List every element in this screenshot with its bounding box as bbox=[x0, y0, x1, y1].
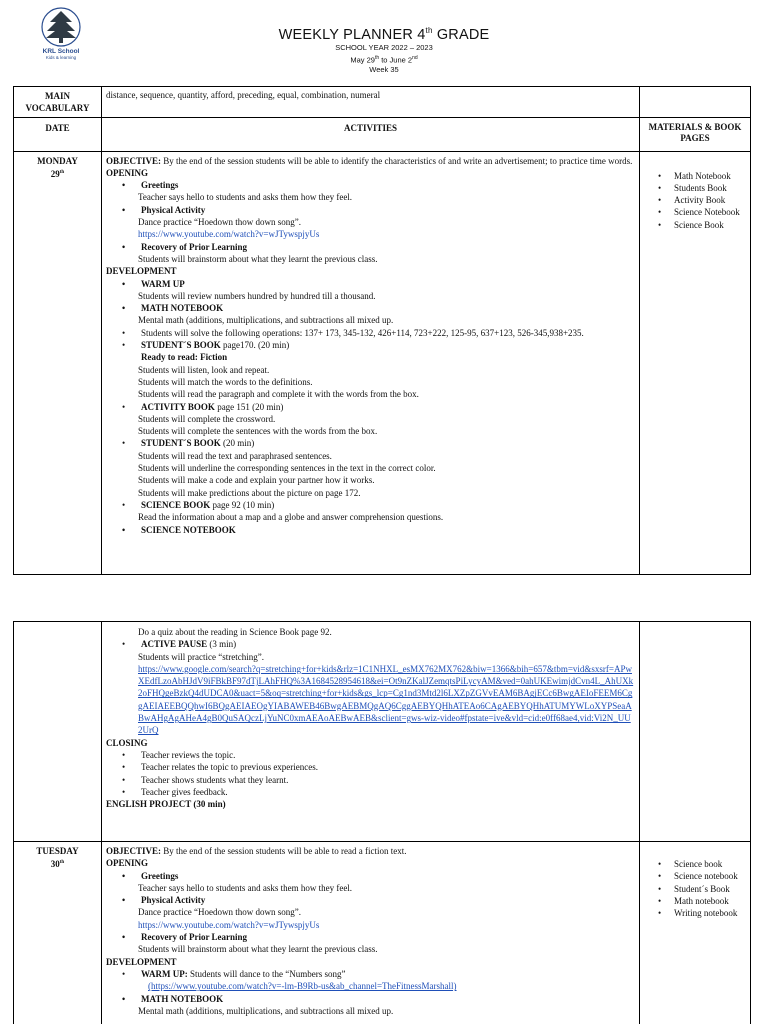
vocabulary-label: MAIN VOCABULARY bbox=[14, 87, 102, 118]
tuesday-row bbox=[14, 842, 751, 1024]
title-end: GRADE bbox=[432, 26, 490, 43]
vocabulary-row bbox=[14, 87, 751, 118]
math-list bbox=[106, 993, 635, 1005]
recovery-item: • Recovery of Prior Learning bbox=[106, 241, 635, 253]
math-text-1: Mental math (additions, multiplications, and subtractions all mixed up. bbox=[138, 315, 394, 326]
sb2-line-2: Students will underline the corresponding sentences in the text in the correct color. bbox=[138, 463, 436, 474]
ab-line-2: Students will complete the sentences with the words from the box. bbox=[138, 426, 378, 437]
material-item: • Science Book bbox=[644, 219, 746, 231]
warmup-item bbox=[106, 968, 635, 980]
sb1-line-3: Students will read the paragraph and complete it with the words from the box. bbox=[138, 389, 419, 400]
active-pause-text: Students will practice “stretching”. bbox=[138, 651, 264, 662]
active-pause-time: (3 min) bbox=[207, 639, 237, 650]
title-text: WEEKLY PLANNER 4 bbox=[278, 26, 426, 43]
physical-list bbox=[106, 204, 635, 216]
physical-activity-text: Dance practice “Hoedown thow down song”. bbox=[138, 907, 301, 918]
warmup-item: • WARM UP bbox=[106, 278, 635, 290]
material-item: • Activity Book bbox=[644, 194, 746, 206]
material-item: • Science book bbox=[644, 858, 746, 870]
column-header-row bbox=[14, 117, 751, 151]
stretching-link[interactable]: https://www.google.com/search?q=stretching+for+kids&rlz=1C1NHXL_esMX762MX762&biw=1366&bih=657&tbm=vid&sxsrf=APwXEdfLzoAbHJdV9iFBkBF97dTjLAhFHQ%3A1684528954618&ei=Ot9nZKalJZemqtsPiLycyAM&ved=0ahUKEwimjdCvn4L_AhUXk2oFHQgeBzkQ4dUDCA0&uact=5&oq=stretching+for+kids&gs_lcp=Cg1nd3Mtd2l6LXZpZGVvEAM6BAgjECc6BwgAEIoFEEM6CggAEIAEEBQQhwI6BQgAEIAEOgYIABAWEB46BwgAEBMQgAQ6CggAEBYQHhATEAo6CAgAEBYQHhATUMYWLoXYPSeaABwAHgAgAHeA4gB0QuSAQczLjYuNC0xmAEAoAEBwAEB&sclient=gws-wiz-video#fpstate=ive&vld=cid:e0ff68ae4,vid:Vi2N_UU2UrQ bbox=[138, 663, 634, 736]
students-book-2-label: STUDENT´S BOOK bbox=[141, 438, 221, 449]
objective-label: OBJECTIVE: bbox=[106, 155, 162, 166]
physical-list bbox=[106, 894, 635, 906]
materials-column-header: MATERIALS & BOOK PAGES bbox=[640, 117, 751, 151]
opening-heading: OPENING bbox=[106, 858, 149, 869]
activity-book-label: ACTIVITY BOOK bbox=[141, 401, 215, 412]
title-sup: th bbox=[425, 26, 433, 35]
tuesday-num: 30 bbox=[50, 859, 60, 870]
school-year: SCHOOL YEAR 2022 – 2023 bbox=[335, 42, 433, 52]
logo-tagline: Kids & learning bbox=[45, 55, 77, 60]
students-book-2-list bbox=[106, 437, 635, 449]
development-heading: DEVELOPMENT bbox=[106, 956, 177, 967]
closing-item: • Teacher gives feedback. bbox=[106, 786, 635, 798]
active-pause-item bbox=[106, 638, 635, 650]
math-ops-list bbox=[106, 327, 635, 339]
science-book-label: SCIENCE BOOK bbox=[141, 499, 211, 510]
continued-date-empty bbox=[14, 622, 102, 842]
students-book-2-time: (20 min) bbox=[220, 438, 255, 449]
math-notebook-item: • MATH NOTEBOOK bbox=[106, 302, 635, 314]
material-item: • Math Notebook bbox=[644, 170, 746, 182]
math-text-2: • Students will solve the following operations: 137+ 173, 345-132, 426+114, 723+222, 125-95, 637+123, 526-345,938+235. bbox=[106, 327, 635, 339]
students-book-label: STUDENT´S BOOK bbox=[141, 340, 221, 351]
math-notebook-item: • MATH NOTEBOOK bbox=[106, 993, 635, 1005]
page-title bbox=[200, 26, 568, 43]
page-gap bbox=[0, 582, 768, 622]
planner-header bbox=[0, 0, 768, 86]
material-item: • Science Notebook bbox=[644, 206, 746, 218]
recovery-list bbox=[106, 931, 635, 943]
recovery-item: • Recovery of Prior Learning bbox=[106, 931, 635, 943]
quiz-text: Do a quiz about the reading in Science Book page 92. bbox=[138, 627, 332, 637]
warmup-list bbox=[106, 278, 635, 290]
physical-activity-link[interactable]: https://www.youtube.com/watch?v=wJTywspjyUs bbox=[138, 919, 320, 930]
monday-continued-row bbox=[14, 622, 751, 842]
students-book-page: page170. (20 min) bbox=[220, 340, 290, 351]
monday-row bbox=[14, 151, 751, 574]
monday-materials-list bbox=[644, 170, 746, 231]
closing-heading: CLOSING bbox=[106, 737, 148, 748]
tuesday-materials-list bbox=[644, 858, 746, 919]
dates-end-sup: nd bbox=[412, 54, 418, 61]
week-dates bbox=[200, 53, 568, 66]
physical-activity-link[interactable]: https://www.youtube.com/watch?v=wJTywspjyUs bbox=[138, 229, 320, 240]
activity-book-page: page 151 (20 min) bbox=[214, 401, 284, 412]
physical-activity-text: Dance practice “Hoedown thow down song”. bbox=[138, 217, 301, 228]
active-pause-list bbox=[106, 638, 635, 650]
material-item: • Students Book bbox=[644, 182, 746, 194]
activity-book-list bbox=[106, 401, 635, 413]
ab-line-1: Students will complete the crossword. bbox=[138, 413, 276, 424]
english-project: ENGLISH PROJECT (30 min) bbox=[106, 799, 226, 810]
sb1-line-1: Students will listen, look and repeat. bbox=[138, 364, 270, 375]
dates-start: May 29 bbox=[350, 55, 375, 65]
science-book-item bbox=[106, 499, 635, 511]
dates-end: to June 2 bbox=[379, 55, 413, 65]
monday-activities bbox=[102, 151, 640, 574]
greetings-item: • Greetings bbox=[106, 179, 635, 191]
warmup-link-wrap bbox=[106, 980, 635, 992]
monday-date bbox=[14, 151, 102, 574]
sb2-line-3: Students will make a code and explain your partner how it works. bbox=[138, 475, 375, 486]
science-notebook-item: • SCIENCE NOTEBOOK bbox=[106, 524, 635, 536]
activities-column-header: ACTIVITIES bbox=[102, 117, 640, 151]
recovery-text: Students will brainstorm about what they learnt the previous class. bbox=[138, 253, 378, 264]
monday-materials bbox=[640, 151, 751, 574]
active-pause-label: ACTIVE PAUSE bbox=[141, 639, 208, 650]
school-logo bbox=[34, 6, 88, 68]
physical-activity-item: • Physical Activity bbox=[106, 204, 635, 216]
stretching-link-wrap bbox=[106, 663, 635, 737]
planner-page-2 bbox=[0, 620, 768, 1024]
closing-item: • Teacher relates the topic to previous experiences. bbox=[106, 761, 635, 773]
math-text-1: Mental math (additions, multiplications, and subtractions all mixed up. bbox=[138, 1005, 394, 1016]
monday-continued-activities bbox=[102, 622, 640, 842]
warmup-label: WARM UP: bbox=[141, 968, 188, 979]
opening-list bbox=[106, 179, 635, 191]
science-book-list bbox=[106, 499, 635, 511]
monday-date-number bbox=[16, 167, 99, 180]
science-text: Read the information about a map and a globe and answer comprehension questions. bbox=[138, 512, 444, 523]
closing-list bbox=[106, 749, 635, 798]
students-book-2-item bbox=[106, 437, 635, 449]
logo-name: KRL School bbox=[42, 48, 80, 55]
date-column-header: DATE bbox=[14, 117, 102, 151]
greetings-text: Teacher says hello to students and asks them how they feel. bbox=[138, 192, 353, 203]
objective-label: OBJECTIVE: bbox=[106, 846, 162, 856]
science-notebook-list bbox=[106, 524, 635, 536]
monday-num: 29 bbox=[50, 168, 60, 179]
ready-to-read: Ready to read: Fiction bbox=[141, 352, 228, 363]
vocabulary-empty bbox=[640, 87, 751, 118]
closing-item: • Teacher reviews the topic. bbox=[106, 749, 635, 761]
greetings-item: • Greetings bbox=[106, 870, 635, 882]
warmup-list bbox=[106, 968, 635, 980]
development-heading: DEVELOPMENT bbox=[106, 266, 177, 277]
vocabulary-words: distance, sequence, quantity, afford, preceding, equal, combination, numeral bbox=[102, 87, 640, 118]
sb2-line-1: Students will read the text and paraphrased sentences. bbox=[138, 450, 332, 461]
tuesday-day: TUESDAY bbox=[36, 846, 79, 856]
science-book-page: page 92 (10 min) bbox=[210, 499, 275, 510]
cedar-tree-icon bbox=[41, 6, 81, 48]
material-item: • Math notebook bbox=[644, 895, 746, 907]
warmup-text: Students will review numbers hundred by hundred till a thousand. bbox=[138, 290, 376, 301]
greetings-list bbox=[106, 870, 635, 882]
monday-objective bbox=[106, 155, 635, 167]
continued-materials-empty bbox=[640, 622, 751, 842]
tuesday-date bbox=[14, 842, 102, 1024]
dates-start-sup: th bbox=[374, 54, 380, 61]
tuesday-date-number bbox=[16, 857, 99, 870]
monday-num-sup: th bbox=[59, 169, 65, 175]
greetings-text: Teacher says hello to students and asks them how they feel. bbox=[138, 882, 353, 893]
monday-day: MONDAY bbox=[37, 155, 78, 166]
opening-heading: OPENING bbox=[106, 167, 149, 178]
closing-item: • Teacher shows students what they learnt. bbox=[106, 774, 635, 786]
tuesday-num-sup: th bbox=[59, 860, 65, 866]
tuesday-objective bbox=[106, 845, 635, 857]
sb2-line-4: Students will make predictions about the picture on page 172. bbox=[138, 487, 361, 498]
title-block bbox=[200, 26, 568, 75]
objective-text: By the end of the session students will be able to read a fiction text. bbox=[161, 846, 407, 856]
sb1-line-2: Students will match the words to the definitions. bbox=[138, 376, 313, 387]
recovery-text: Students will brainstorm about what they learnt the previous class. bbox=[138, 944, 378, 955]
tuesday-materials bbox=[640, 842, 751, 1024]
objective-text: By the end of the session students will be able to identify the characteristics of and write an advertisement; to practice time words. bbox=[161, 155, 633, 166]
numbers-song-link[interactable]: (https://www.youtube.com/watch?v=-lm-B9Rb-us&ab_channel=TheFitnessMarshall) bbox=[148, 981, 457, 992]
math-list bbox=[106, 302, 635, 314]
students-book-list bbox=[106, 339, 635, 351]
material-item: • Science notebook bbox=[644, 870, 746, 882]
planner-table-1 bbox=[13, 86, 751, 575]
tuesday-activities bbox=[102, 842, 640, 1024]
week-number: Week 35 bbox=[369, 65, 399, 75]
material-item: • Writing notebook bbox=[644, 907, 746, 919]
recovery-list bbox=[106, 241, 635, 253]
activity-book-item bbox=[106, 401, 635, 413]
students-book-item bbox=[106, 339, 635, 351]
planner-table-2 bbox=[13, 621, 751, 1024]
physical-activity-item: • Physical Activity bbox=[106, 894, 635, 906]
material-item: • Student´s Book bbox=[644, 883, 746, 895]
warmup-text: Students will dance to the “Numbers song” bbox=[187, 968, 346, 979]
